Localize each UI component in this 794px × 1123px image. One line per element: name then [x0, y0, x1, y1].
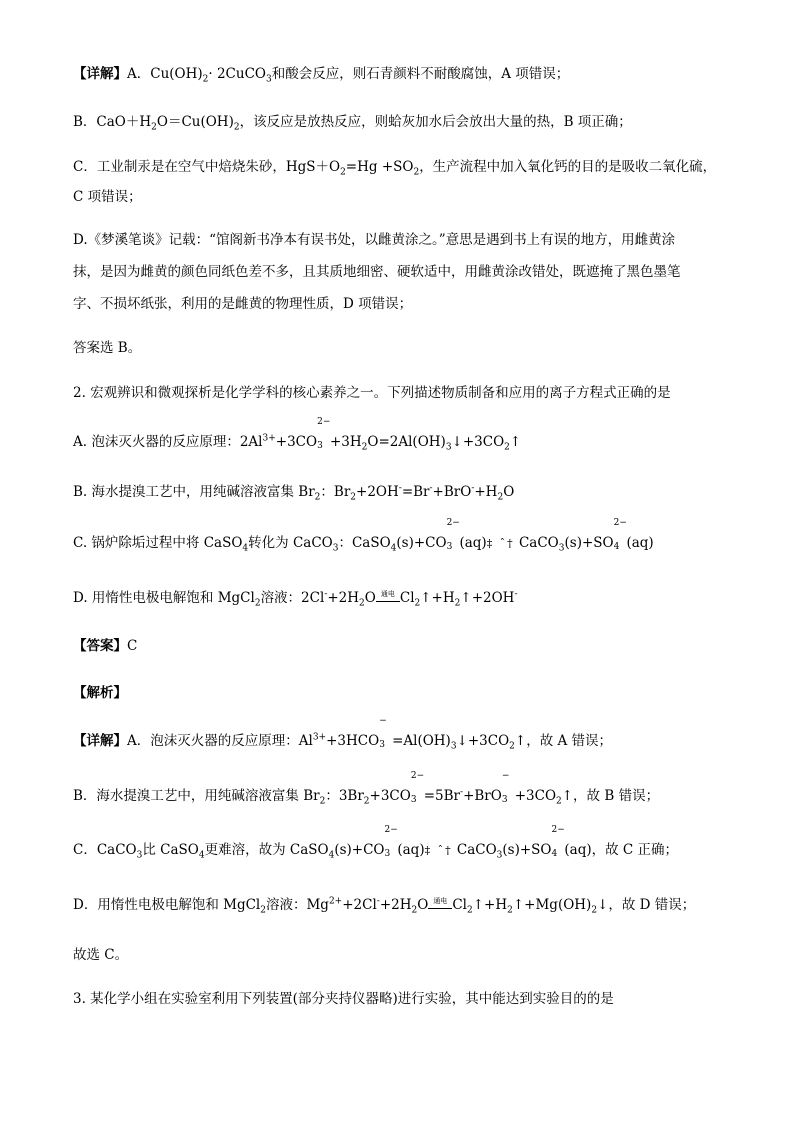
- charge-index: − 3: [379, 716, 387, 750]
- subscript: 2: [350, 492, 357, 503]
- subscript: 4: [328, 850, 335, 861]
- text: =Al(OH): [387, 733, 451, 749]
- superscript: -: [471, 483, 475, 494]
- text: +2H: [327, 590, 360, 606]
- text: CaCO: [452, 842, 497, 858]
- superscript: -: [324, 589, 328, 600]
- subscript: 2: [233, 122, 240, 133]
- text: =Br: [401, 484, 430, 500]
- text: +3HCO: [326, 733, 380, 749]
- text: D. 用惰性电极电解饱和 MgCl: [73, 590, 255, 606]
- text: ↑+H: [420, 590, 455, 606]
- text: C．CaCO: [73, 842, 137, 858]
- subscript: 2: [591, 905, 598, 916]
- conclusion-line: 故选 C。: [73, 947, 129, 963]
- text: B．海水提溴工艺中，用纯碱溶液富集 Br: [73, 788, 320, 804]
- text: +BrO: [463, 788, 502, 804]
- answer-block: [73, 636, 724, 656]
- subscript: 4: [198, 850, 205, 861]
- condition-label: 通电: [433, 897, 448, 905]
- text: ↑+Mg(OH): [512, 897, 592, 913]
- question-2-stem: 2. 宏观辨识和微观探析是化学学科的核心素养之一。下列描述物质制备和应用的离子方程式正确的是: [73, 385, 671, 401]
- charge-index: 2− 4: [551, 825, 565, 859]
- subscript: 2: [359, 598, 365, 609]
- option-c: [73, 518, 724, 554]
- question-3-stem: 3. 某化学小组在实验室利用下列装置(部分夹持仪器略)进行实验，其中能达到实验目的的是: [73, 991, 614, 1007]
- superscript: -: [460, 787, 464, 798]
- subscript: 2: [411, 905, 418, 916]
- text: ↑，故 A 错误；: [514, 733, 613, 749]
- text: CaCO: [514, 535, 559, 551]
- text: (s)+SO: [564, 535, 614, 551]
- charge-index: 2− 3: [410, 771, 425, 805]
- superscript: 3+: [312, 732, 327, 743]
- charge-index: 2− 3: [384, 825, 398, 859]
- text: =5Br: [419, 788, 461, 804]
- text: ：CaSO: [338, 535, 391, 551]
- equilibrium-arrow: ‡ ˆ†: [424, 844, 453, 857]
- text: Cl: [399, 590, 415, 606]
- text: =Hg +SO: [345, 159, 414, 175]
- text: (aq): [622, 535, 654, 551]
- text: B．CaO＋H: [73, 114, 152, 130]
- text: O＝Cu(OH): [156, 114, 234, 130]
- subscript: 3: [265, 74, 272, 85]
- detail-line-b: [73, 771, 724, 807]
- superscript: 2+: [328, 896, 343, 907]
- subscript: 3: [332, 543, 339, 554]
- subscript: 3: [450, 741, 457, 752]
- explanation-line-3: [73, 157, 724, 177]
- subscript: 3: [558, 543, 565, 554]
- subscript: 2: [509, 741, 515, 752]
- answer-tag: 【答案】: [73, 638, 127, 654]
- analysis-heading: [73, 683, 724, 703]
- text: +3CO: [275, 434, 318, 450]
- subscript: 2: [319, 796, 326, 807]
- explanation-line-7: 字、不损坏纸张，利用的是雌黄的物理性质，D 项错误；: [73, 296, 413, 312]
- electrolysis-arrow: [376, 590, 400, 602]
- superscript: 3+: [262, 433, 276, 444]
- subscript: 2: [454, 598, 461, 609]
- detail-line-c: [73, 825, 724, 861]
- subscript: 2: [314, 492, 321, 503]
- text: O: [503, 484, 515, 500]
- option-a: [73, 417, 724, 453]
- text: 比 CaSO: [142, 842, 199, 858]
- option-b: [73, 482, 724, 502]
- subscript: 2: [340, 167, 346, 178]
- subscript: 2: [254, 598, 261, 609]
- text: 溶液：2Cl: [260, 590, 325, 606]
- text: ↓，故 D 错误；: [597, 897, 696, 913]
- subscript: 2: [414, 598, 421, 609]
- condition-label: 通电: [380, 590, 395, 598]
- subscript: 3: [496, 850, 503, 861]
- option-d: [73, 588, 724, 608]
- subscript: 2: [504, 442, 510, 453]
- text: A. 泡沫灭火器的反应原理：2Al: [73, 434, 263, 450]
- explanation-line-5: D.《梦溪笔谈》记载：“馆阁新书净本有误书处，以雌黄涂之。”意思是遇到书上有误的地方，用雌黄涂: [73, 232, 676, 248]
- explanation-line-4: C 项错误；: [73, 189, 142, 205]
- subscript: 4: [242, 543, 249, 554]
- explanation-line-1: [73, 64, 724, 84]
- superscript: -: [398, 483, 402, 494]
- text: ↑，故 B 错误；: [561, 788, 660, 804]
- text: (s)+CO: [334, 842, 385, 858]
- subscript: 2: [363, 796, 370, 807]
- charge-index: 2− 4: [613, 518, 627, 552]
- text: +3CO: [369, 788, 411, 804]
- text: ：3Br: [325, 788, 364, 804]
- detail-tag: 【详解】: [73, 733, 127, 749]
- text: +BrO: [432, 484, 472, 500]
- analysis-tag: 【解析】: [73, 685, 127, 701]
- superscript: -: [514, 589, 518, 600]
- text: ↑: [509, 434, 522, 450]
- text: (s)+SO: [502, 842, 552, 858]
- text: Cl: [452, 897, 467, 913]
- detail-line-a: [73, 716, 724, 752]
- text: · 2CuCO: [208, 66, 266, 82]
- subscript: 4: [390, 543, 397, 554]
- subscript: 2: [466, 905, 473, 916]
- detail-line-d: [73, 895, 724, 915]
- text: A．泡沫灭火器的反应原理：Al: [127, 733, 313, 749]
- text: B. 海水提溴工艺中，用纯碱溶液富集 Br: [73, 484, 315, 500]
- subscript: 2: [497, 492, 504, 503]
- text: (aq)，故 C 正确；: [560, 842, 679, 858]
- equilibrium-arrow: ‡ ˆ†: [486, 537, 515, 550]
- superscript: -: [429, 483, 433, 494]
- text: A．Cu(OH): [127, 66, 203, 82]
- text: +3H: [325, 434, 362, 450]
- text: O=2Al(OH): [367, 434, 446, 450]
- subscript: 2: [260, 905, 266, 916]
- detail-tag: 【详解】: [73, 66, 127, 82]
- text: D．用惰性电极电解饱和 MgCl: [73, 897, 261, 913]
- subscript: 2: [413, 167, 420, 178]
- text: C. 锅炉除垢过程中将 CaSO: [73, 535, 243, 551]
- text: ，生产流程中加入氧化钙的目的是吸收二氧化硫，: [419, 159, 717, 175]
- subscript: 2: [151, 122, 157, 133]
- subscript: 2: [556, 796, 562, 807]
- text: 溶液：Mg: [265, 897, 329, 913]
- text: +2Cl: [342, 897, 377, 913]
- superscript: -: [376, 896, 380, 907]
- subscript: 2: [507, 905, 513, 916]
- text: O: [417, 897, 429, 913]
- text: ↓+3CO: [451, 434, 505, 450]
- answer-value: C: [127, 638, 138, 654]
- text: ，该反应是放热反应，则蛤灰加水后会放出大量的热，B 项正确；: [239, 114, 632, 130]
- explanation-line-2: [73, 112, 724, 132]
- text: +2H: [379, 897, 412, 913]
- text: +2OH: [356, 484, 399, 500]
- text: 更难溶，故为 CaSO: [204, 842, 329, 858]
- charge-index: − 3: [501, 771, 510, 805]
- subscript: 3: [445, 442, 452, 453]
- text: 转化为 CaCO: [248, 535, 333, 551]
- text: (aq): [455, 535, 487, 551]
- text: O: [364, 590, 376, 606]
- text: +H: [474, 484, 498, 500]
- text: (s)+CO: [396, 535, 447, 551]
- answer-line: 答案选 B。: [73, 340, 142, 356]
- electrolysis-arrow: [428, 897, 452, 909]
- subscript: 2: [202, 74, 209, 85]
- text: +3CO: [510, 788, 557, 804]
- charge-index: 2− 3: [446, 518, 460, 552]
- text: ↓+3CO: [456, 733, 510, 749]
- text: 和酸会反应，则石青颜料不耐酸腐蚀，A 项错误；: [271, 66, 570, 82]
- subscript: 3: [136, 850, 143, 861]
- text: ↑+H: [472, 897, 508, 913]
- text: ：Br: [320, 484, 351, 500]
- text: (aq): [393, 842, 425, 858]
- subscript: 2: [361, 442, 368, 453]
- text: ↑+2OH: [460, 590, 515, 606]
- text: C．工业制汞是在空气中焙烧朱砂，HgS＋O: [73, 159, 341, 175]
- charge-index: 2− 3: [317, 417, 331, 451]
- explanation-line-6: 抹，是因为雌黄的颜色同纸色差不多，且其质地细密、硬软适中，用雌黄涂改错处，既遮掩了黑色墨笔: [73, 264, 681, 280]
